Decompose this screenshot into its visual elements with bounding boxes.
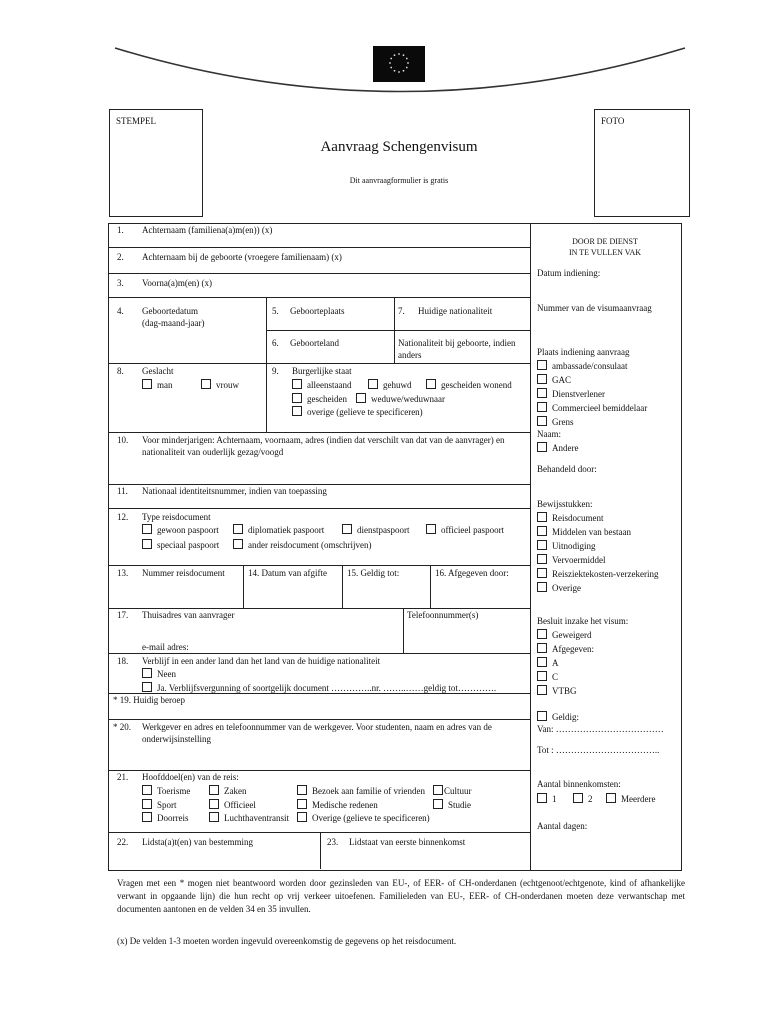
- side-van: Van: ………………………………: [537, 724, 664, 734]
- civil-option-6-label: overige (gelieve te specificeren): [307, 407, 423, 417]
- office-use-heading-2: IN TE VULLEN VAK: [568, 248, 642, 257]
- gender-man-option[interactable]: [142, 379, 173, 391]
- checkbox-icon[interactable]: [573, 793, 583, 803]
- checkbox-icon[interactable]: [537, 671, 547, 681]
- purpose-option-2-label: Zaken: [224, 786, 247, 796]
- side-b5[interactable]: [537, 568, 658, 580]
- side-p1-label: ambassade/consulaat: [552, 361, 628, 371]
- side-datum: Datum indiening:: [537, 268, 601, 278]
- checkbox-icon[interactable]: [292, 379, 302, 389]
- field-12-num: 12.: [117, 512, 129, 522]
- purpose-option-4-label: Cultuur: [444, 786, 472, 796]
- field-7-extra2: anders: [398, 350, 422, 360]
- checkbox-icon[interactable]: [537, 582, 547, 592]
- checkbox-icon[interactable]: [537, 402, 547, 412]
- checkbox-icon[interactable]: [142, 682, 152, 692]
- checkbox-icon[interactable]: [426, 379, 436, 389]
- eu-flag: [373, 46, 425, 82]
- stempel-label: STEMPEL: [116, 116, 157, 126]
- doc-option-1-label: gewoon paspoort: [157, 525, 219, 535]
- side-p1[interactable]: [537, 360, 627, 372]
- office-use-heading: [531, 236, 679, 258]
- purpose-option-6-label: Officieel: [224, 800, 256, 810]
- side-b1-label: Reisdocument: [552, 513, 604, 523]
- field-22-num: 22.: [117, 837, 129, 847]
- field-16-label: 16. Afgegeven door:: [435, 568, 509, 578]
- field-2-label: Achternaam bij de geboorte (vroegere familienaam) (x): [142, 252, 342, 262]
- checkbox-icon[interactable]: [297, 812, 307, 822]
- checkbox-icon[interactable]: [537, 793, 547, 803]
- side-p6[interactable]: [537, 442, 579, 454]
- purpose-option-7[interactable]: [297, 799, 378, 811]
- side-p4-label: Commercieel bemiddelaar: [552, 403, 648, 413]
- checkbox-icon[interactable]: [537, 643, 547, 653]
- field-1-num: 1.: [117, 225, 124, 235]
- field-10-num: 10.: [117, 435, 129, 445]
- civil-option-1[interactable]: [292, 379, 351, 391]
- side-b5-label: Reisziektekosten-verzekering: [552, 569, 659, 579]
- side-b6-label: Overige: [552, 583, 581, 593]
- side-d6[interactable]: [537, 711, 579, 723]
- field-14-label: 14. Datum van afgifte: [248, 568, 327, 578]
- residence-no-label: Neen: [157, 669, 176, 679]
- side-p6-label: Andere: [552, 443, 579, 453]
- checkbox-icon[interactable]: [209, 799, 219, 809]
- gender-man-label: man: [157, 380, 173, 390]
- purpose-option-11-label: Overige (gelieve te specificeren): [312, 813, 430, 823]
- field-21-num: 21.: [117, 772, 129, 782]
- side-b3[interactable]: [537, 540, 596, 552]
- side-dagen: Aantal dagen:: [537, 821, 588, 831]
- civil-option-1-label: alleenstaand: [307, 380, 352, 390]
- checkbox-icon[interactable]: [233, 524, 243, 534]
- field-13-num: 13.: [117, 568, 129, 578]
- checkbox-icon[interactable]: [537, 416, 547, 426]
- checkbox-icon[interactable]: [537, 388, 547, 398]
- checkbox-icon[interactable]: [537, 540, 547, 550]
- checkbox-icon[interactable]: [209, 812, 219, 822]
- side-d2[interactable]: [537, 643, 594, 655]
- field-7-extra1: Nationaliteit bij geboorte, indien: [398, 338, 516, 348]
- purpose-option-3-label: Bezoek aan familie of vrienden: [312, 786, 425, 796]
- purpose-option-7-label: Medische redenen: [312, 800, 378, 810]
- purpose-option-1-label: Toerisme: [157, 786, 191, 796]
- checkbox-icon[interactable]: [537, 554, 547, 564]
- field-11-num: 11.: [117, 486, 128, 496]
- entries-option-1-label: 1: [552, 794, 557, 804]
- side-b2-label: Middelen van bestaan: [552, 527, 631, 537]
- purpose-option-11[interactable]: [297, 812, 430, 824]
- checkbox-icon[interactable]: [142, 785, 152, 795]
- entries-option-3[interactable]: [606, 793, 655, 805]
- page-title: Aanvraag Schengenvisum: [320, 139, 478, 155]
- civil-option-2[interactable]: [368, 379, 412, 391]
- doc-option-6[interactable]: [233, 539, 371, 551]
- checkbox-icon[interactable]: [233, 539, 243, 549]
- field-17-num: 17.: [117, 610, 129, 620]
- field-13-label: Nummer reisdocument: [142, 568, 225, 578]
- checkbox-icon[interactable]: [142, 799, 152, 809]
- field-19-label: * 19. Huidig beroep: [113, 695, 185, 705]
- side-p3[interactable]: [537, 388, 605, 400]
- field-1-label: Achternaam (familiena(a)m(en)) (x): [142, 225, 273, 235]
- civil-option-5[interactable]: [356, 393, 445, 405]
- checkbox-icon[interactable]: [142, 668, 152, 678]
- field-2-num: 2.: [117, 252, 124, 262]
- doc-option-4-label: officieel paspoort: [441, 525, 505, 535]
- civil-option-4[interactable]: [292, 393, 347, 405]
- entries-option-2[interactable]: [573, 793, 593, 805]
- checkbox-icon[interactable]: [537, 685, 547, 695]
- checkbox-icon[interactable]: [537, 360, 547, 370]
- footer-paragraph: Vragen met een * mogen niet beantwoord worden door gezinsleden van EU-, of EER- of CH-onderdanen (echtgenoot/echtgenote, kind of afhankelijke verwant in opgaande lijn) die hun recht op vrij verkeer uitoefenen. Familieleden van EU-, EER- of CH-onderdanen moeten deze verwantschap met documenten aantonen en de velden 34 en 35 invullen.: [117, 878, 685, 914]
- civil-option-3[interactable]: [426, 379, 512, 391]
- field-22-label: Lidsta(a)t(en) van bestemming: [142, 837, 253, 847]
- purpose-option-5-label: Sport: [157, 800, 177, 810]
- doc-option-1[interactable]: [142, 524, 219, 536]
- gender-vrouw-label: vrouw: [216, 380, 239, 390]
- purpose-option-8-label: Studie: [448, 800, 472, 810]
- field-17-label: Thuisadres van aanvrager: [142, 610, 235, 620]
- field-3-num: 3.: [117, 278, 124, 288]
- checkbox-icon[interactable]: [142, 379, 152, 389]
- checkbox-icon[interactable]: [142, 524, 152, 534]
- field-17-email: e-mail adres:: [142, 642, 189, 652]
- field-12-label: Type reisdocument: [142, 512, 211, 522]
- field-3-label: Voorna(a)m(en) (x): [142, 278, 213, 288]
- field-4-num: 4.: [117, 306, 124, 316]
- checkbox-icon[interactable]: [537, 629, 547, 639]
- civil-option-6[interactable]: [292, 406, 423, 418]
- side-b3-label: Uitnodiging: [552, 541, 596, 551]
- field-15-label: 15. Geldig tot:: [347, 568, 400, 578]
- side-p4[interactable]: [537, 402, 647, 414]
- entries-option-1[interactable]: [537, 793, 557, 805]
- checkbox-icon[interactable]: [368, 379, 378, 389]
- side-b2[interactable]: [537, 526, 631, 538]
- checkbox-icon[interactable]: [426, 524, 436, 534]
- purpose-option-1[interactable]: [142, 785, 190, 797]
- side-d4[interactable]: [537, 671, 558, 683]
- field-4-sub: (dag-maand-jaar): [142, 318, 205, 328]
- purpose-option-5[interactable]: [142, 799, 177, 811]
- checkbox-icon[interactable]: [537, 568, 547, 578]
- side-b4[interactable]: [537, 554, 605, 566]
- checkbox-icon[interactable]: [342, 524, 352, 534]
- office-use-heading-1: DOOR DE DIENST: [572, 237, 638, 246]
- field-8-num: 8.: [117, 366, 124, 376]
- side-aantal: Aantal binnenkomsten:: [537, 779, 621, 789]
- side-d1[interactable]: [537, 629, 591, 641]
- side-d3-label: A: [552, 658, 559, 668]
- residence-yes-option[interactable]: [142, 682, 496, 694]
- checkbox-icon[interactable]: [606, 793, 616, 803]
- side-p5-label: Grens: [552, 417, 574, 427]
- field-17-phone: Telefoonnummer(s): [407, 610, 479, 620]
- checkbox-icon[interactable]: [142, 539, 152, 549]
- civil-option-4-label: gescheiden: [307, 394, 347, 404]
- checkbox-icon[interactable]: [537, 442, 547, 452]
- purpose-option-9-label: Doorreis: [157, 813, 189, 823]
- side-b6[interactable]: [537, 582, 581, 594]
- side-d2-label: Afgegeven:: [552, 644, 594, 654]
- purpose-option-10[interactable]: [209, 812, 289, 824]
- doc-option-6-label: ander reisdocument (omschrijven): [248, 540, 372, 550]
- field-23-label: Lidstaat van eerste binnenkomst: [349, 837, 466, 847]
- field-18-num: 18.: [117, 656, 129, 666]
- entries-option-2-label: 2: [588, 794, 593, 804]
- side-besluit: Besluit inzake het visum:: [537, 616, 629, 626]
- checkbox-icon[interactable]: [209, 785, 219, 795]
- foto-label: FOTO: [601, 116, 625, 126]
- doc-option-2-label: diplomatiek paspoort: [248, 525, 325, 535]
- doc-option-3[interactable]: [342, 524, 410, 536]
- checkbox-icon[interactable]: [201, 379, 211, 389]
- field-20-line2: onderwijsinstelling: [142, 734, 211, 744]
- side-bewijs: Bewijsstukken:: [537, 499, 593, 509]
- side-d4-label: C: [552, 672, 559, 682]
- footer-note: (x) De velden 1-3 moeten worden ingevuld overeenkomstig de gegevens op het reisdocument.: [117, 936, 457, 946]
- side-d6-label: Geldig:: [552, 712, 579, 722]
- field-4-label: Geboortedatum: [142, 306, 198, 316]
- purpose-option-6[interactable]: [209, 799, 256, 811]
- purpose-option-10-label: Luchthaventransit: [224, 813, 289, 823]
- purpose-option-3[interactable]: [297, 785, 425, 797]
- field-7-num: 7.: [398, 306, 405, 316]
- field-5-num: 5.: [272, 306, 279, 316]
- side-d5[interactable]: [537, 685, 577, 697]
- field-10-line2: nationaliteit van ouderlijk gezag/voogd: [142, 447, 284, 457]
- checkbox-icon[interactable]: [297, 799, 307, 809]
- side-p3-label: Dienstverlener: [552, 389, 605, 399]
- field-20-line1: Werkgever en adres en telefoonnummer van de werkgever. Voor studenten, naam en adres van de: [142, 722, 492, 732]
- purpose-option-8[interactable]: [433, 799, 471, 811]
- side-d3[interactable]: [537, 657, 559, 669]
- residence-no-option[interactable]: [142, 668, 176, 680]
- page-subtitle: Dit aanvraagformulier is gratis: [349, 176, 449, 185]
- side-naam: Naam:: [537, 429, 561, 439]
- side-p2[interactable]: [537, 374, 571, 386]
- field-18-label: Verblijf in een ander land dan het land van de huidige nationaliteit: [142, 656, 381, 666]
- eu-stars-icon: [373, 46, 425, 82]
- field-6-label: Geboorteland: [290, 338, 339, 348]
- checkbox-icon[interactable]: [142, 812, 152, 822]
- checkbox-icon[interactable]: [292, 393, 302, 403]
- side-b4-label: Vervoermiddel: [552, 555, 606, 565]
- civil-option-2-label: gehuwd: [383, 380, 412, 390]
- doc-option-2[interactable]: [233, 524, 324, 536]
- civil-option-3-label: gescheiden wonend: [441, 380, 512, 390]
- checkbox-icon[interactable]: [297, 785, 307, 795]
- field-5-label: Geboorteplaats: [290, 306, 345, 316]
- civil-option-5-label: weduwe/weduwnaar: [371, 394, 445, 404]
- field-23-num: 23.: [327, 837, 339, 847]
- doc-option-5[interactable]: [142, 539, 219, 551]
- entries-option-3-label: Meerdere: [621, 794, 656, 804]
- purpose-option-9[interactable]: [142, 812, 189, 824]
- checkbox-icon[interactable]: [537, 711, 547, 721]
- field-20-num: * 20.: [113, 722, 131, 732]
- checkbox-icon[interactable]: [537, 657, 547, 667]
- checkbox-icon[interactable]: [292, 406, 302, 416]
- gender-vrouw-option[interactable]: [201, 379, 239, 391]
- doc-option-4[interactable]: [426, 524, 504, 536]
- checkbox-icon[interactable]: [433, 785, 443, 795]
- field-8-label: Geslacht: [142, 366, 174, 376]
- field-9-label: Burgerlijke staat: [292, 366, 352, 376]
- side-d5-label: VTBG: [552, 686, 577, 696]
- field-11-label: Nationaal identiteitsnummer, indien van toepassing: [142, 486, 327, 496]
- checkbox-icon[interactable]: [537, 512, 547, 522]
- foto-box: [594, 109, 690, 217]
- purpose-option-2[interactable]: [209, 785, 247, 797]
- side-b1[interactable]: [537, 512, 604, 524]
- side-tot: Tot : ……………………………..: [537, 745, 660, 755]
- doc-option-5-label: speciaal paspoort: [157, 540, 220, 550]
- purpose-option-4[interactable]: [433, 785, 472, 797]
- stempel-box: [109, 109, 203, 217]
- side-p2-label: GAC: [552, 375, 572, 385]
- field-10-line1: Voor minderjarigen: Achternaam, voornaam, adres (indien dat verschilt van dat van de aanvrager) en: [142, 435, 505, 445]
- checkbox-icon[interactable]: [356, 393, 366, 403]
- checkbox-icon[interactable]: [433, 799, 443, 809]
- side-p5[interactable]: [537, 416, 574, 428]
- field-6-num: 6.: [272, 338, 279, 348]
- side-nummer: Nummer van de visumaanvraag: [537, 303, 652, 313]
- checkbox-icon[interactable]: [537, 374, 547, 384]
- field-9-num: 9.: [272, 366, 279, 376]
- side-plaats: Plaats indiening aanvraag: [537, 347, 630, 357]
- field-21-label: Hoofddoel(en) van de reis:: [142, 772, 239, 782]
- residence-yes-label: Ja. Verblijfsvergunning of soortgelijk document …………..nr. ……..……geldig tot………….: [157, 683, 497, 693]
- field-7-label: Huidige nationaliteit: [418, 306, 493, 316]
- side-behandeld: Behandeld door:: [537, 464, 597, 474]
- side-d1-label: Geweigerd: [552, 630, 592, 640]
- checkbox-icon[interactable]: [537, 526, 547, 536]
- doc-option-3-label: dienstpaspoort: [357, 525, 410, 535]
